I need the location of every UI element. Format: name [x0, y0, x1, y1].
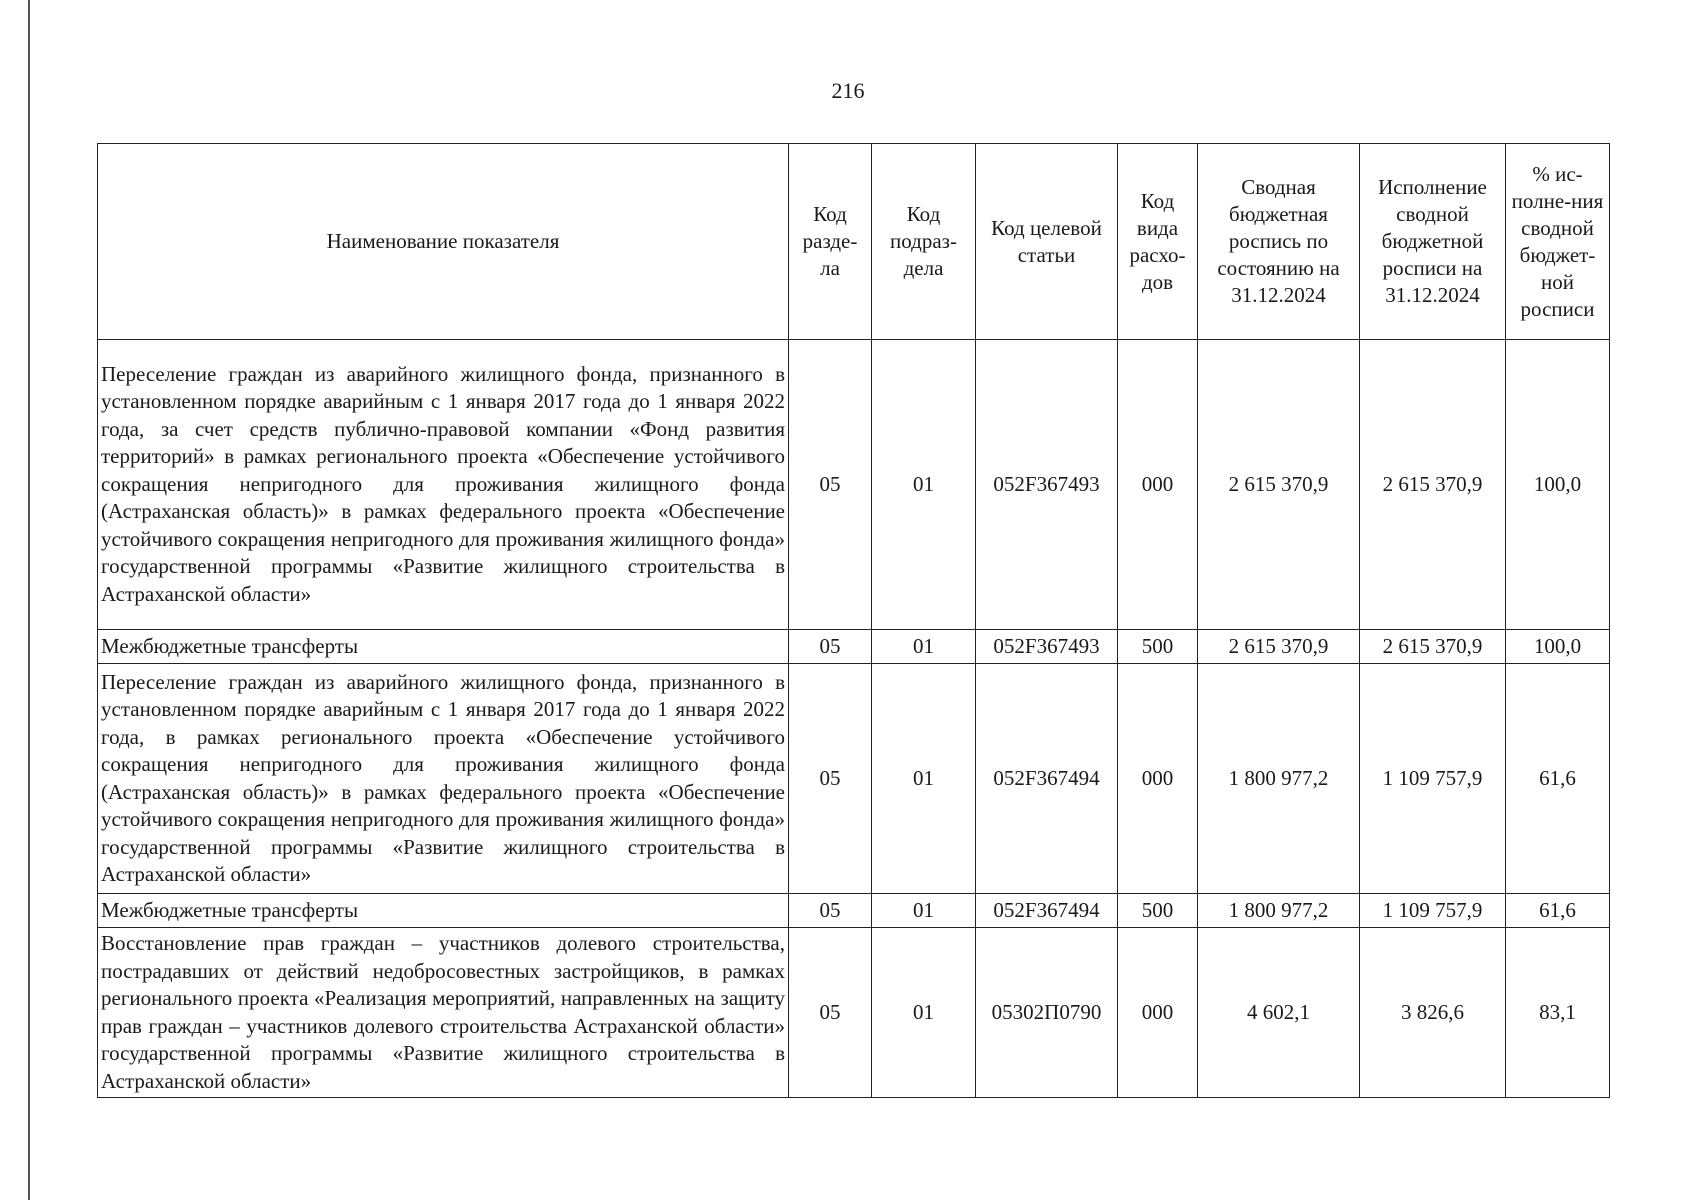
table-row — [98, 894, 1610, 928]
header-ispolnenie: Исполнение сводной бюджетной росписи на 31.12.2024 — [1360, 144, 1506, 340]
table-header-row — [98, 144, 1610, 340]
row-ispolnenie: 2 615 370,9 — [1360, 630, 1506, 664]
row-ispolnenie: 1 109 757,9 — [1360, 894, 1506, 928]
budget-execution-table — [97, 143, 1610, 1098]
row-vid: 500 — [1118, 630, 1198, 664]
row-podrazdel: 01 — [872, 664, 976, 894]
row-podrazdel: 01 — [872, 630, 976, 664]
row-celevaya: 052F367494 — [976, 664, 1118, 894]
row-podrazdel: 01 — [872, 894, 976, 928]
row-razdel: 05 — [789, 894, 872, 928]
row-podrazdel: 01 — [872, 928, 976, 1098]
header-name: Наименование показателя — [98, 144, 789, 340]
row-celevaya: 052F367494 — [976, 894, 1118, 928]
row-razdel: 05 — [789, 630, 872, 664]
page-number: 216 — [831, 78, 865, 103]
row-svodnaya: 2 615 370,9 — [1198, 340, 1360, 630]
row-ispolnenie: 3 826,6 — [1360, 928, 1506, 1098]
table-row — [98, 340, 1610, 630]
row-procent: 61,6 — [1506, 894, 1610, 928]
page-margin-line — [28, 0, 30, 1200]
row-svodnaya: 1 800 977,2 — [1198, 894, 1360, 928]
row-vid: 500 — [1118, 894, 1198, 928]
row-svodnaya: 1 800 977,2 — [1198, 664, 1360, 894]
row-vid: 000 — [1118, 340, 1198, 630]
row-vid: 000 — [1118, 664, 1198, 894]
row-razdel: 05 — [789, 928, 872, 1098]
row-celevaya: 05302П0790 — [976, 928, 1118, 1098]
header-procent: % ис-полне-ния сводной бюджет-ной росписи — [1506, 144, 1610, 340]
row-razdel: 05 — [789, 664, 872, 894]
row-vid: 000 — [1118, 928, 1198, 1098]
row-procent: 100,0 — [1506, 630, 1610, 664]
header-svodnaya: Сводная бюджетная роспись по состоянию на 31.12.2024 — [1198, 144, 1360, 340]
header-celevaya: Код целевой статьи — [976, 144, 1118, 340]
row-name: Переселение граждан из аварийного жилищного фонда, признанного в установленном порядке аварийным с 1 января 2017 года до 1 января 2022 года, за счет средств публично-правовой компании «Фонд развития территорий» в рамках регионального проекта «Обеспечение устойчивого сокращения непригодного для проживания жилищного фонда (Астраханская область)» в рамках федерального проекта «Обеспечение устойчивого сокращения непригодного для проживания жилищного фонда» государственной программы «Развитие жилищного строительства в Астраханской области» — [98, 340, 789, 630]
header-podrazdel: Код подраз-дела — [872, 144, 976, 340]
row-razdel: 05 — [789, 340, 872, 630]
row-ispolnenie: 1 109 757,9 — [1360, 664, 1506, 894]
row-svodnaya: 2 615 370,9 — [1198, 630, 1360, 664]
row-procent: 100,0 — [1506, 340, 1610, 630]
row-name: Межбюджетные трансферты — [98, 630, 789, 664]
table-row — [98, 630, 1610, 664]
row-procent: 61,6 — [1506, 664, 1610, 894]
row-procent: 83,1 — [1506, 928, 1610, 1098]
header-vid: Код вида расхо-дов — [1118, 144, 1198, 340]
row-name: Межбюджетные трансферты — [98, 894, 789, 928]
row-name: Восстановление прав граждан – участников долевого строительства, пострадавших от действий недобросовестных застройщиков, в рамках регионального проекта «Реализация мероприятий, направленных на защиту прав граждан – участников долевого строительства Астраханской области» государственной программы «Развитие жилищного строительства в Астраханской области» — [98, 928, 789, 1098]
row-podrazdel: 01 — [872, 340, 976, 630]
row-celevaya: 052F367493 — [976, 340, 1118, 630]
table-row — [98, 664, 1610, 894]
row-ispolnenie: 2 615 370,9 — [1360, 340, 1506, 630]
header-razdel: Код разде-ла — [789, 144, 872, 340]
row-celevaya: 052F367493 — [976, 630, 1118, 664]
row-name: Переселение граждан из аварийного жилищного фонда, признанного в установленном порядке аварийным с 1 января 2017 года до 1 января 2022 года, в рамках регионального проекта «Обеспечение устойчивого сокращения непригодного для проживания жилищного фонда (Астраханская область)» в рамках федерального проекта «Обеспечение устойчивого сокращения непригодного для проживания жилищного фонда» государственной программы «Развитие жилищного строительства в Астраханской области» — [98, 664, 789, 894]
row-svodnaya: 4 602,1 — [1198, 928, 1360, 1098]
table-row — [98, 928, 1610, 1098]
